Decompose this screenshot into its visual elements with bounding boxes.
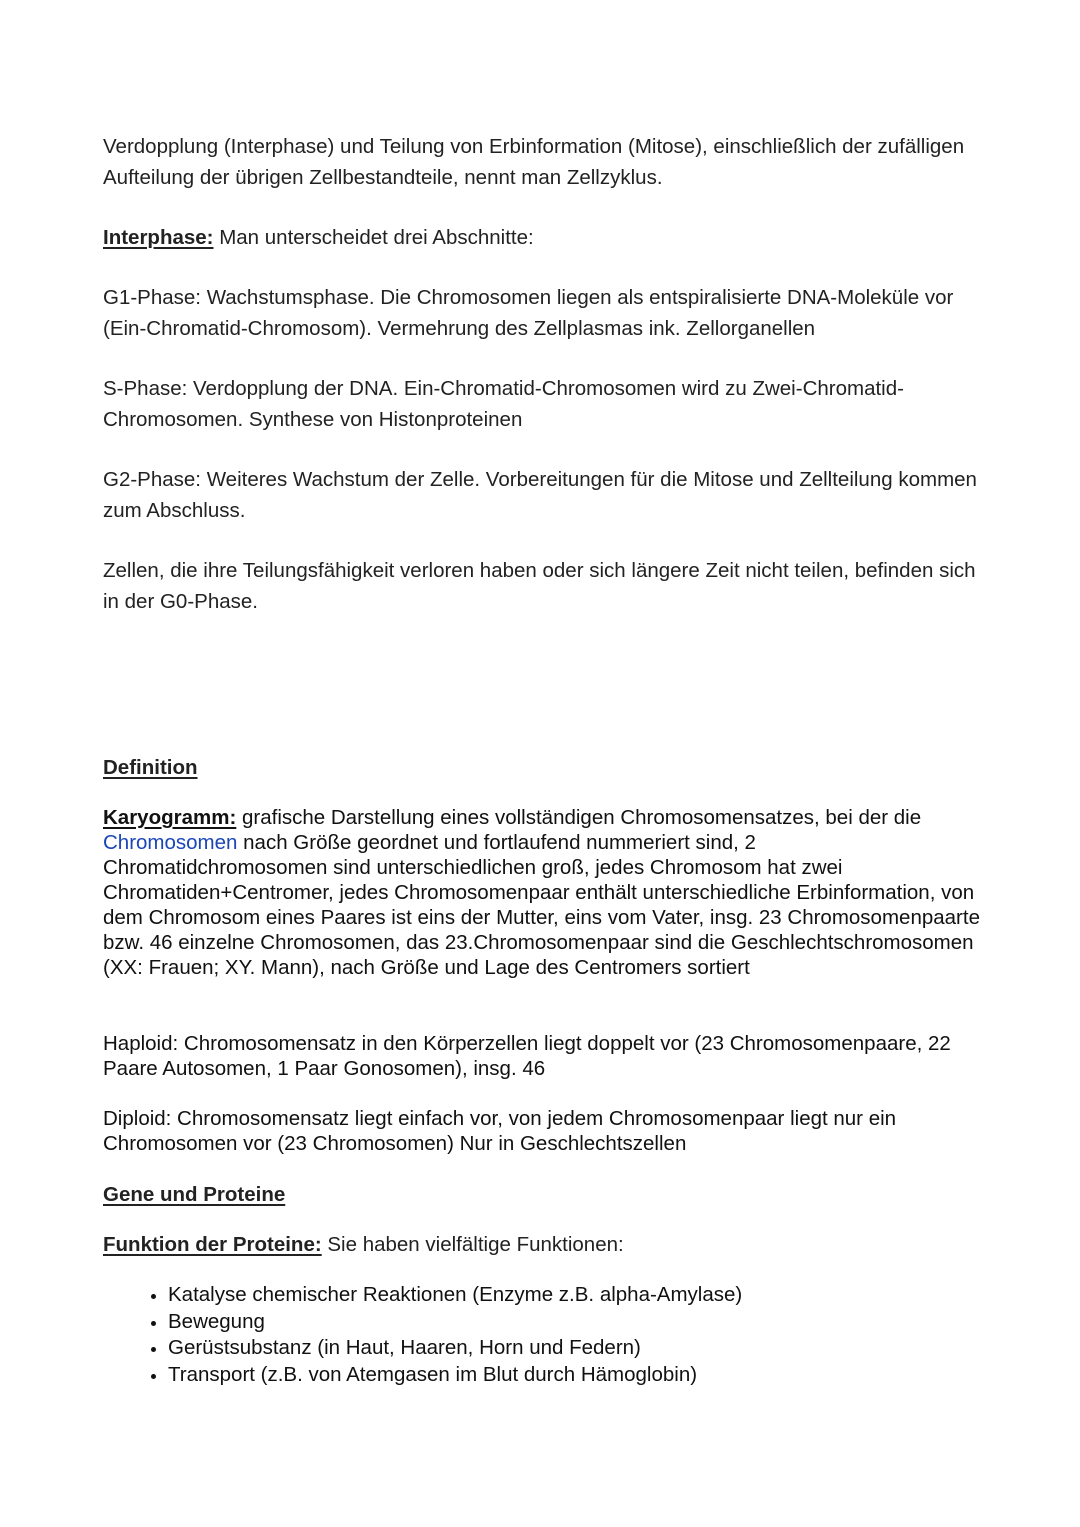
g0-phase-paragraph: Zellen, die ihre Teilungsfähigkeit verloren haben oder sich längere Zeit nicht teilen, befinden sich in der G0-Phase.	[103, 559, 976, 613]
interphase-text: Man unterscheidet drei Abschnitte:	[213, 226, 534, 249]
definition-heading-text: Definition	[103, 756, 198, 779]
interphase-paragraph	[103, 223, 983, 254]
list-item: • Bewegung	[168, 1309, 988, 1336]
chromosomen-link[interactable]: Chromosomen	[103, 831, 238, 854]
protein-function-list	[103, 1282, 988, 1388]
diploid-paragraph: Diploid: Chromosomensatz liegt einfach vor, von jedem Chromosomenpaar liegt nur ein Chromosomen vor (23 Chromosomen) Nur in Geschlechtszellen	[103, 1107, 897, 1155]
karyogramm-term: Karyogramm:	[103, 806, 237, 829]
interphase-heading: Interphase:	[103, 226, 214, 249]
gene-heading-text: Gene und Proteine	[103, 1183, 286, 1206]
g2-phase-paragraph: G2-Phase: Weiteres Wachstum der Zelle. Vorbereitungen für die Mitose und Zellteilung kommen zum Abschluss.	[103, 468, 977, 522]
list-item: • Katalyse chemischer Reaktionen (Enzyme z.B. alpha-Amylase)	[168, 1282, 988, 1309]
funktion-text: Sie haben vielfältige Funktionen:	[321, 1233, 624, 1256]
funktion-term: Funktion der Proteine:	[103, 1233, 322, 1256]
karyogramm-text-before: grafische Darstellung eines vollständigen Chromosomensatzes, bei der die	[236, 806, 922, 829]
definition-heading	[103, 753, 983, 784]
g1-phase-paragraph: G1-Phase: Wachstumsphase. Die Chromosomen liegen als entspiralisierte DNA-Moleküle vor (Ein-Chromatid-Chromosom). Vermehrung des Zellplasmas ink. Zellorganellen	[103, 286, 954, 340]
karyogramm-text-after: nach Größe geordnet und fortlaufend nummeriert sind, 2 Chromatidchromosomen sind unterschiedlichen groß, jedes Chromosom hat zwei Chromatiden+Centromer, jedes Chromosomenpaar enthält unterschiedliche Erbinformation, von dem Chromosom eines Paares ist eins der Mutter, eins vom Vater, insg. 23 Chromosomenpaarte bzw. 46 einzelne Chromosomen, das 23.Chromosomenpaar sind die Geschlechtschromosomen (XX: Frauen; XY. Mann), nach Größe und Lage des Centromers sortiert	[103, 831, 980, 979]
list-item: • Transport (z.B. von Atemgasen im Blut durch Hämoglobin)	[168, 1362, 988, 1389]
karyogramm-paragraph	[103, 805, 983, 980]
s-phase-paragraph: S-Phase: Verdopplung der DNA. Ein-Chromatid-Chromosomen wird zu Zwei-Chromatid-Chromosomen. Synthese von Histonproteinen	[103, 377, 904, 431]
list-item: • Gerüstsubstanz (in Haut, Haaren, Horn und Federn)	[168, 1335, 988, 1362]
funktion-paragraph	[103, 1230, 983, 1261]
haploid-paragraph: Haploid: Chromosomensatz in den Körperzellen liegt doppelt vor (23 Chromosomenpaare, 22 Paare Autosomen, 1 Paar Gonosomen), insg. 46	[103, 1032, 951, 1080]
gene-heading	[103, 1180, 983, 1211]
intro-paragraph: Verdopplung (Interphase) und Teilung von Erbinformation (Mitose), einschließlich der zufälligen Aufteilung der übrigen Zellbestandteile, nennt man Zellzyklus.	[103, 135, 965, 189]
